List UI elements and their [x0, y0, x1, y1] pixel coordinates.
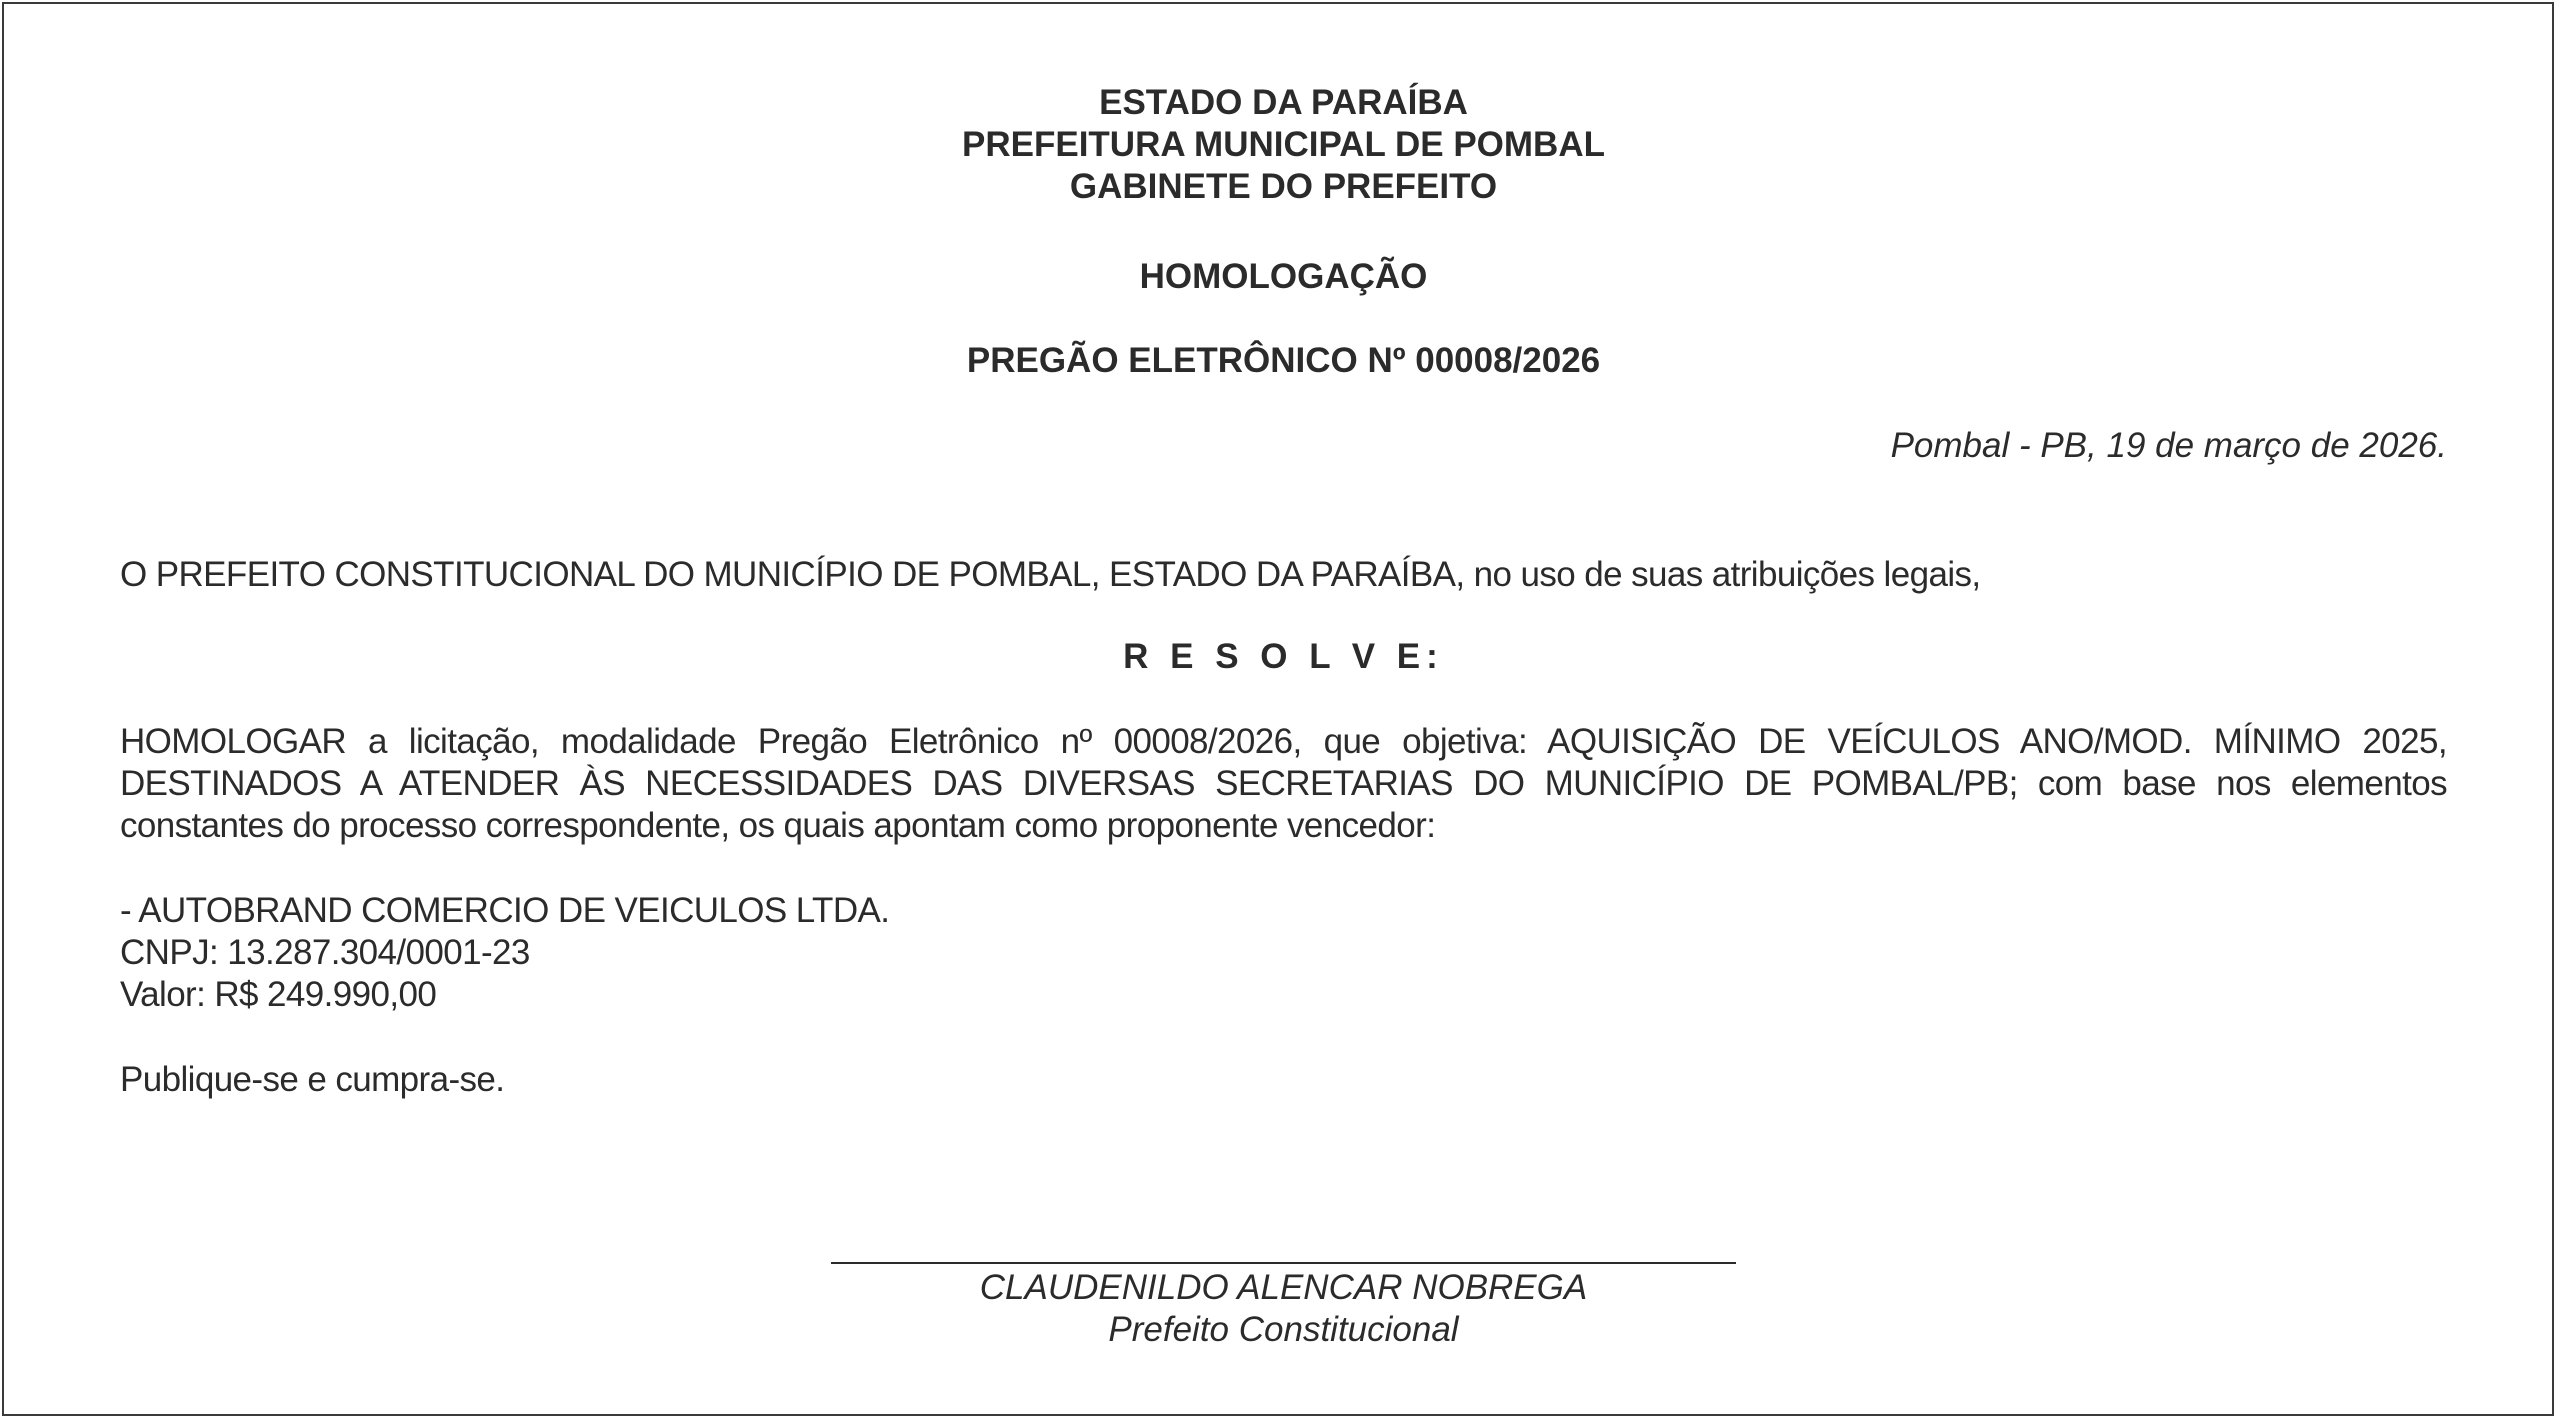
document-header — [120, 82, 2447, 208]
resolve-heading: R E S O L V E: — [1123, 637, 1444, 676]
header-state: ESTADO DA PARAÍBA — [1099, 83, 1468, 122]
winner-cnpj: CNPJ: 13.287.304/0001-23 — [120, 933, 530, 972]
signatory-role: Prefeito Constitucional — [1108, 1310, 1459, 1349]
date-place: Pombal - PB, 19 de março de 2026. — [1890, 426, 2447, 465]
header-office: GABINETE DO PREFEITO — [1069, 167, 1498, 206]
signature-block — [120, 1267, 2447, 1351]
document-content — [120, 4, 2447, 1418]
document-subtitle: PREGÃO ELETRÔNICO Nº 00008/2026 — [966, 341, 1601, 380]
header-prefecture: PREFEITURA MUNICIPAL DE POMBAL — [962, 125, 1605, 164]
intro-paragraph: O PREFEITO CONSTITUCIONAL DO MUNICÍPIO DE POMBAL, ESTADO DA PARAÍBA, no uso de suas atribuições legais, — [120, 555, 1981, 594]
document-title: HOMOLOGAÇÃO — [1139, 257, 1428, 296]
winner-name: - AUTOBRAND COMERCIO DE VEICULOS LTDA. — [120, 891, 890, 930]
document-frame — [2, 2, 2554, 1416]
closing-text: Publique-se e cumpra-se. — [120, 1060, 505, 1099]
signature-line — [831, 1262, 1736, 1264]
body-paragraph: HOMOLOGAR a licitação, modalidade Pregão Eletrônico nº 00008/2026, que objetiva: AQUISIÇÃO DE VEÍCULOS ANO/MOD. MÍNIMO 2025, DESTINADOS A ATENDER ÀS NECESSIDADES DAS DIVERSAS SECRETARIAS DO MUNICÍPIO DE POMBAL/PB; com base nos elementos constantes do processo correspondente, os quais apontam como proponente vencedor: — [120, 722, 2447, 845]
winner-value: Valor: R$ 249.990,00 — [120, 975, 437, 1014]
winner-block — [120, 890, 2447, 1016]
signatory-name: CLAUDENILDO ALENCAR NOBREGA — [979, 1268, 1588, 1307]
